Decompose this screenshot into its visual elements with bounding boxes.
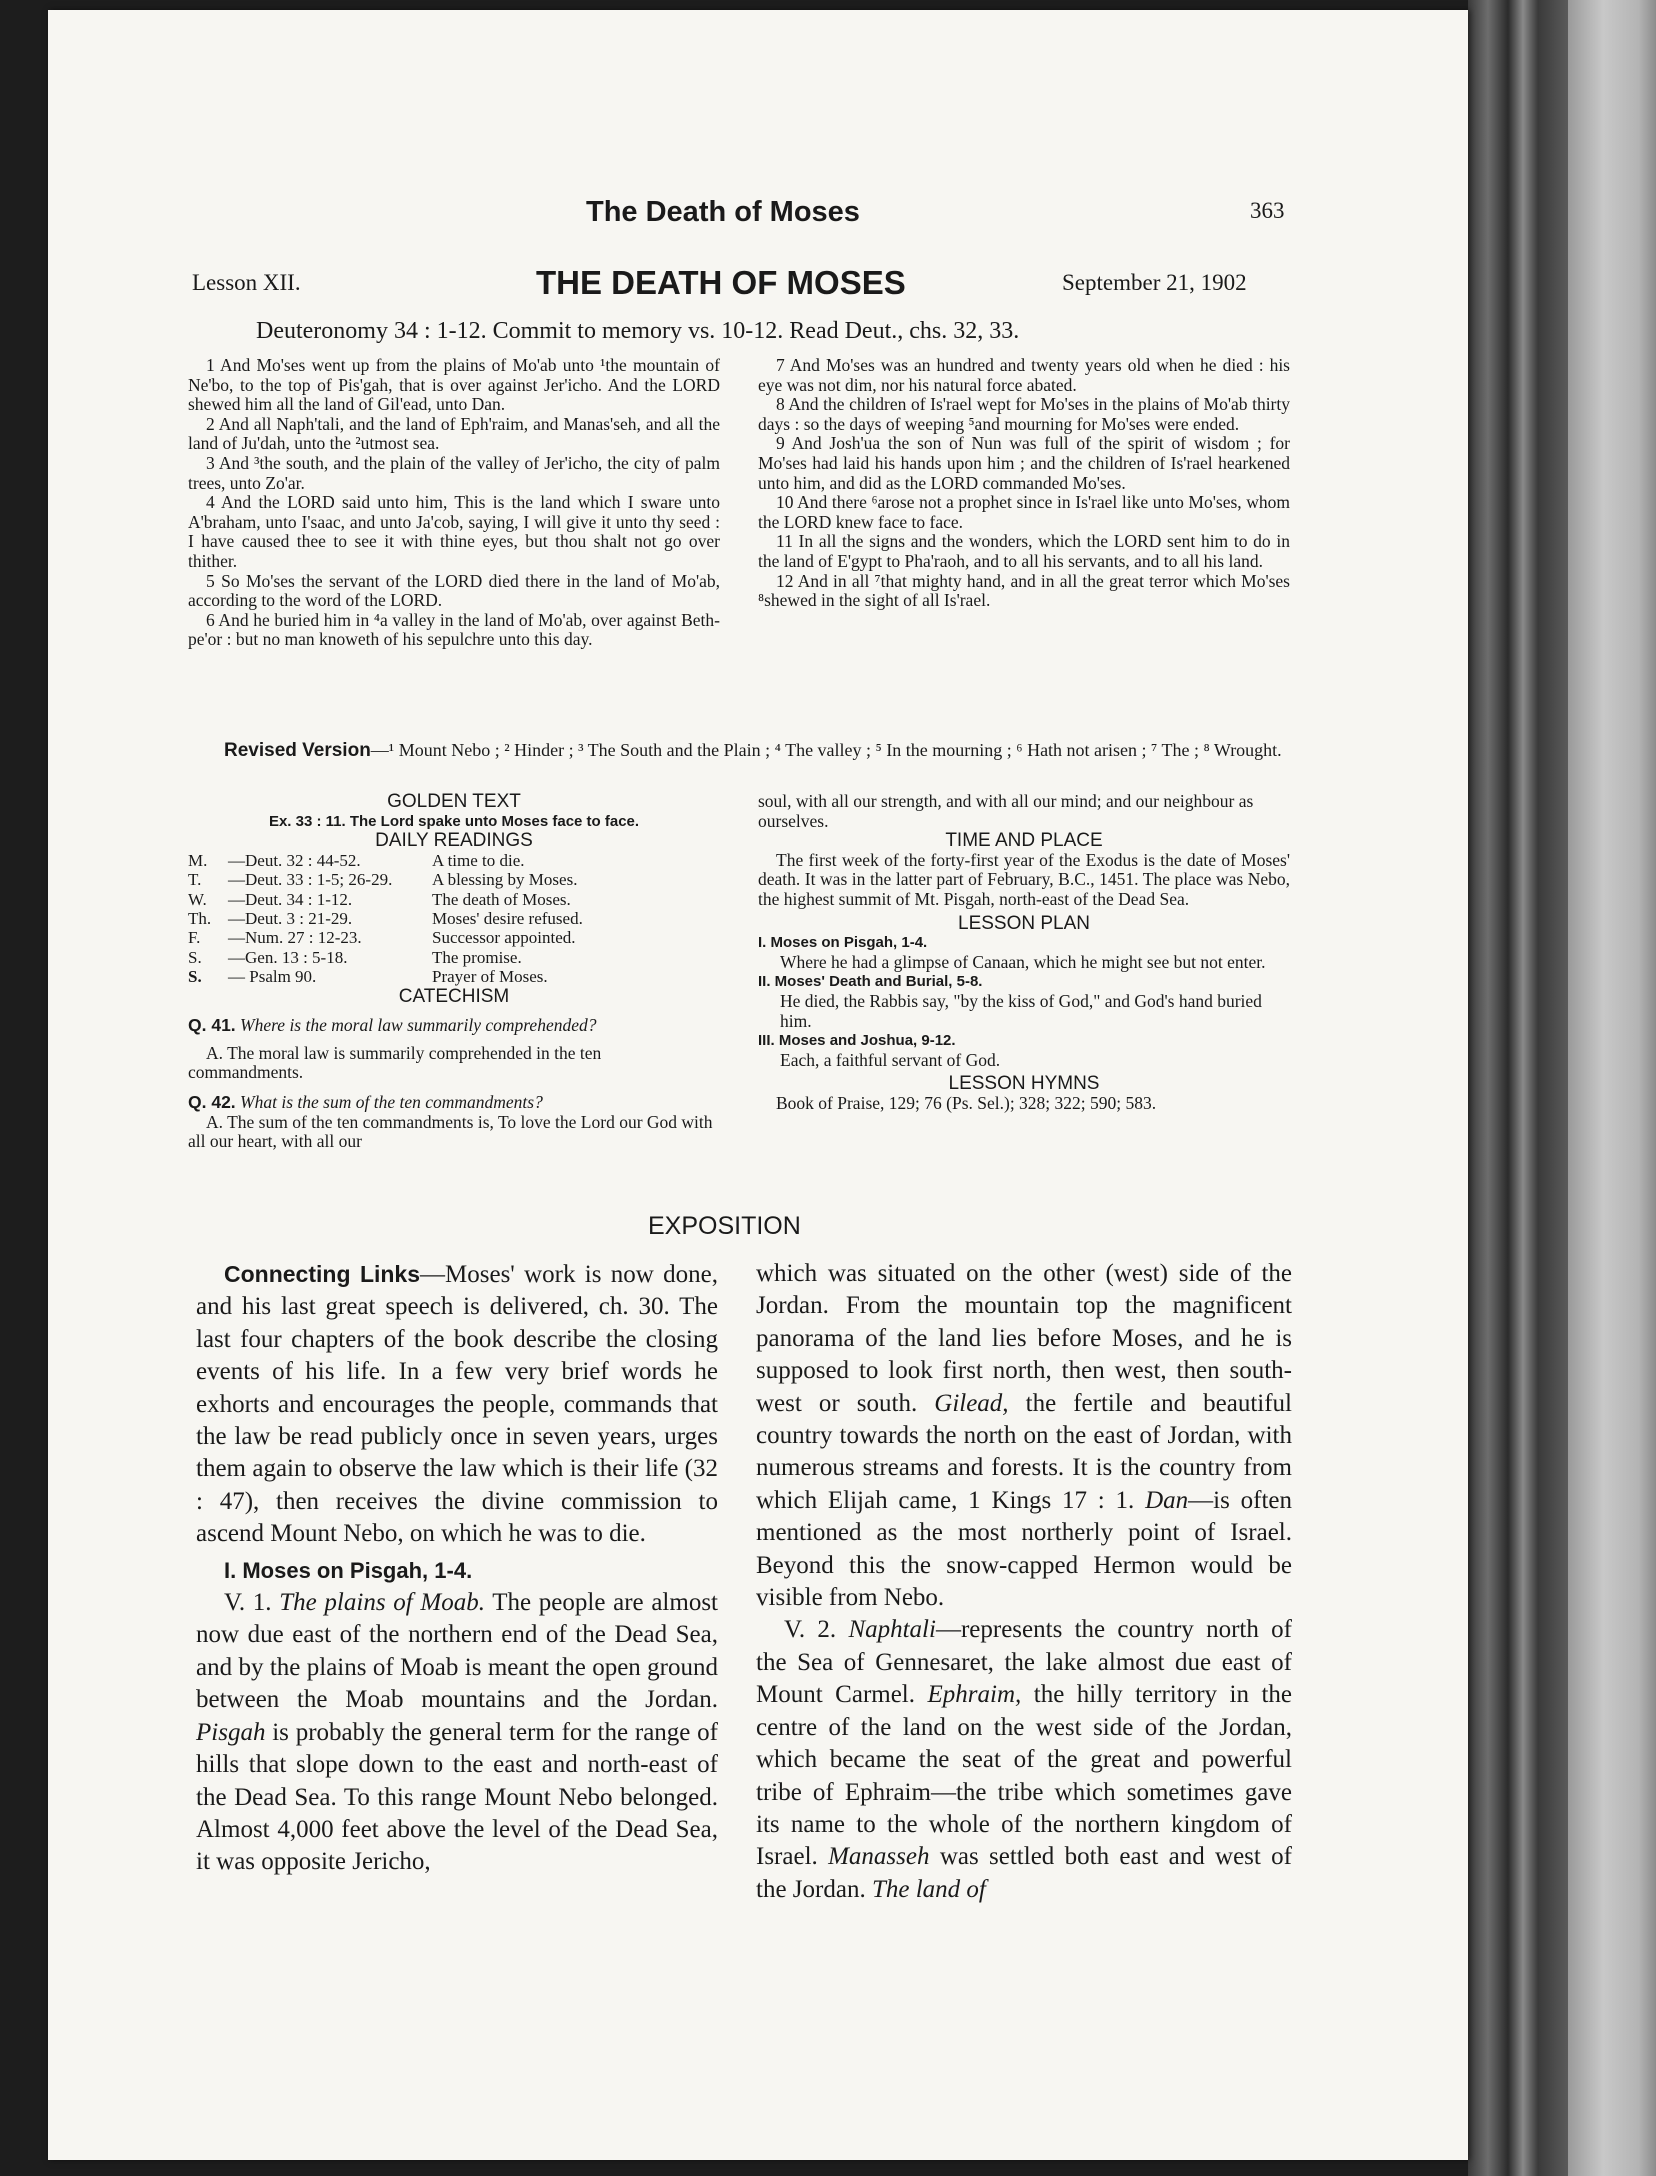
table-row: W. —Deut. 34 : 1-12. The death of Moses. [188,889,571,909]
revised-version-label: Revised Version [224,740,371,761]
catechism-heading: CATECHISM [398,985,510,1007]
revised-version-notes [224,740,1294,761]
table-row: T. —Deut. 33 : 1-5; 26-29. A blessing by Moses. [188,870,578,890]
catechism-question-41: Q. 41. Where is the moral law summarily comprehended? [188,1015,597,1036]
lesson-hymns-heading: LESSON HYMNS [948,1073,1100,1095]
left-aids-column [188,792,720,1152]
verse: 3 And ³the south, and the plain of the valley of Jer'icho, the city of palm trees, unto Zo'ar. [188,452,720,493]
exposition-right-column [756,1258,1292,1906]
right-aids-column [758,792,1290,1114]
time-place-heading: TIME AND PLACE [945,830,1103,852]
table-row: S. — Psalm 90. Prayer of Moses. [188,967,548,987]
page-number: 363 [1250,198,1285,223]
book-page-edges [1468,0,1568,2176]
catechism-answer-42: A. The sum of the ten commandments is, To love the Lord our God with all our heart, with all our [188,1111,713,1152]
connecting-links-label: Connecting Links [224,1261,421,1287]
running-title: The Death of Moses [586,196,860,228]
lesson-hymns-text: Book of Praise, 129; 76 (Ps. Sel.); 328; 322; 590; 583. [776,1092,1157,1113]
golden-text: Ex. 33 : 11. The Lord spake unto Moses face to face. [268,812,640,830]
verse: 7 And Mo'ses was an hundred and twenty years old when he died : his eye was not dim, nor his natural force abated. [758,355,1290,395]
commentary-continuation: which was situated on the other (west) side of the Jordan. From the mountain top the magnificent panorama of the land lies before Moses, and he is supposed to look first north, then west, then south-west or south. Gilead, the fertile and beautiful country towards the north on the east of Jordan, with numerous streams and forests. It is the country from which Elijah came, 1 Kings 17 : 1. Dan—is often mentioned as the most northerly point of Israel. Beyond this the snow-capped Hermon would be visible from Nebo. [756,1260,1292,1612]
catechism-question-42: Q. 42. What is the sum of the ten commandments? [188,1092,543,1112]
lesson-plan-item-title: I. Moses on Pisgah, 1-4. [758,934,928,952]
lesson-plan-item-text: Each, a faithful servant of God. [780,1049,1001,1070]
exposition-left-column [196,1258,718,1879]
scripture-reference: Deuteronomy 34 : 1-12. Commit to memory vs. 10-12. Read Deut., chs. 32, 33. [256,318,1020,344]
lesson-number: Lesson XII. [192,270,301,295]
verse-commentary: V. 2. Naphtali—represents the country north of the Sea of Gennesaret, the lake almost due east of Mount Carmel. Ephraim, the hilly territory in the centre of the land on the west side of the Jordan, which became the seat of the great and powerful tribe of Ephraim—the tribe which sometimes gave its name to the whole of the northern kingdom of Israel. Manasseh was settled both east and west of the Jordan. The land of [756,1616,1292,1903]
verse: 1 And Mo'ses went up from the plains of Mo'ab unto ¹the mountain of Ne'bo, to the top of Pis'gah, that is over against Jer'icho. And the LORD shewed him all the land of Gil'ead, unto Dan. [188,355,720,415]
scripture-left-column [188,356,720,650]
verse: 4 And the LORD said unto him, This is the land which I sware unto A'braham, unto I'saac, and unto Ja'cob, saying, I will give it unto thy seed : I have caused thee to see it with thine eyes, but thou shalt not go over thither. [188,492,720,571]
verse: 11 In all the signs and the wonders, which the LORD sent him to do in the land of E'gypt to Pha'raoh, and to all his servants, and to all his land. [758,531,1290,571]
daily-readings-table [188,851,583,987]
verse: 10 And there ⁶arose not a prophet since in Is'rael like unto Mo'ses, whom the LORD knew face to face. [758,492,1290,532]
golden-text-heading: GOLDEN TEXT [387,791,521,812]
verse: 6 And he buried him in ⁴a valley in the land of Mo'ab, over against Beth-pe'or : but no man knoweth of his sepulchre unto this day. [188,609,720,650]
lesson-date: September 21, 1902 [1062,270,1247,295]
table-row: F. —Num. 27 : 12-23. Successor appointed. [188,928,576,948]
lesson-plan-heading: LESSON PLAN [958,912,1090,934]
lesson-plan-item-text: He died, the Rabbis say, "by the kiss of God," and God's hand buried him. [780,990,1262,1031]
table-row: M. —Deut. 32 : 44-52. A time to die. [188,850,525,870]
verse-commentary: V. 1. The plains of Moab. The people are almost now due east of the northern end of the Dead Sea, and by the plains of Moab is meant the open ground between the Moab mountains and the Jordan. Pisgah is probably the general term for the range of hills that slope down to the east and north-east of the Dead Sea. To this range Mount Nebo belonged. Almost 4,000 feet above the level of the Dead Sea, it was opposite Jericho, [196,1589,718,1876]
verse: 8 And the children of Is'rael wept for Mo'ses in the plains of Mo'ab thirty days : so the days of weeping ⁵and mourning for Mo'ses were ended. [758,394,1290,434]
exposition-heading: EXPOSITION [648,1212,801,1240]
table-row: Th. —Deut. 3 : 21-29. Moses' desire refused. [188,909,583,928]
connecting-links-paragraph: Connecting Links—Moses' work is now done, and his last great speech is delivered, ch. 30. The last four chapters of the book describe the closing events of his life. In a few very brief words he exhorts and encourages the people, commands that the law be read publicly once in seven years, urges them again to observe the law which is their life (32 : 47), then receives the divine commission to ascend Mount Nebo, on which he was to die. [196,1261,718,1548]
lesson-title: THE DEATH OF MOSES [536,264,906,301]
daily-readings-heading: DAILY READINGS [375,830,533,852]
scripture-right-column [758,356,1290,611]
section-heading: I. Moses on Pisgah, 1-4. [224,1557,473,1583]
lesson-plan-item-text: Where he had a glimpse of Canaan, which he might see but not enter. [780,951,1266,972]
catechism-answer-41: A. The moral law is summarily comprehended in the ten commandments. [188,1042,602,1083]
book-cover-edge [1568,0,1656,2176]
catechism-continuation: soul, with all our strength, and with all our mind; and our neighbour as ourselves. [758,791,1254,831]
verse: 9 And Josh'ua the son of Nun was full of the spirit of wisdom ; for Mo'ses had laid his hands upon him ; and the children of Is'rael hearkened unto him, and did as the LORD commanded Mo'ses. [758,433,1290,493]
lesson-plan-item-title: III. Moses and Joshua, 9-12. [758,1032,956,1050]
verse: 5 So Mo'ses the servant of the LORD died there in the land of Mo'ab, according to the word of the LORD. [188,570,720,611]
lesson-plan-item-title: II. Moses' Death and Burial, 5-8. [758,973,983,991]
revised-version-text: —¹ Mount Nebo ; ² Hinder ; ³ The South and the Plain ; ⁴ The valley ; ⁵ In the mourning ; ⁶ Hath not arisen ; ⁷ The ; ⁸ Wrought. [370,740,1282,760]
time-place-text: The first week of the forty-first year of the Exodus is the date of Moses' death. It was in the latter part of February, B.C., 1451. The place was Nebo, the highest summit of Mt. Pisgah, north-east of the Dead Sea. [758,849,1290,909]
verse: 12 And in all ⁷that mighty hand, and in all the great terror which Mo'ses ⁸shewed in the sight of all Is'rael. [758,570,1290,611]
table-row: S. —Gen. 13 : 5-18. The promise. [188,947,522,967]
verse: 2 And all Naph'tali, and the land of Eph'raim, and Manas'seh, and all the land of Ju'dah, unto the ²utmost sea. [188,413,720,454]
